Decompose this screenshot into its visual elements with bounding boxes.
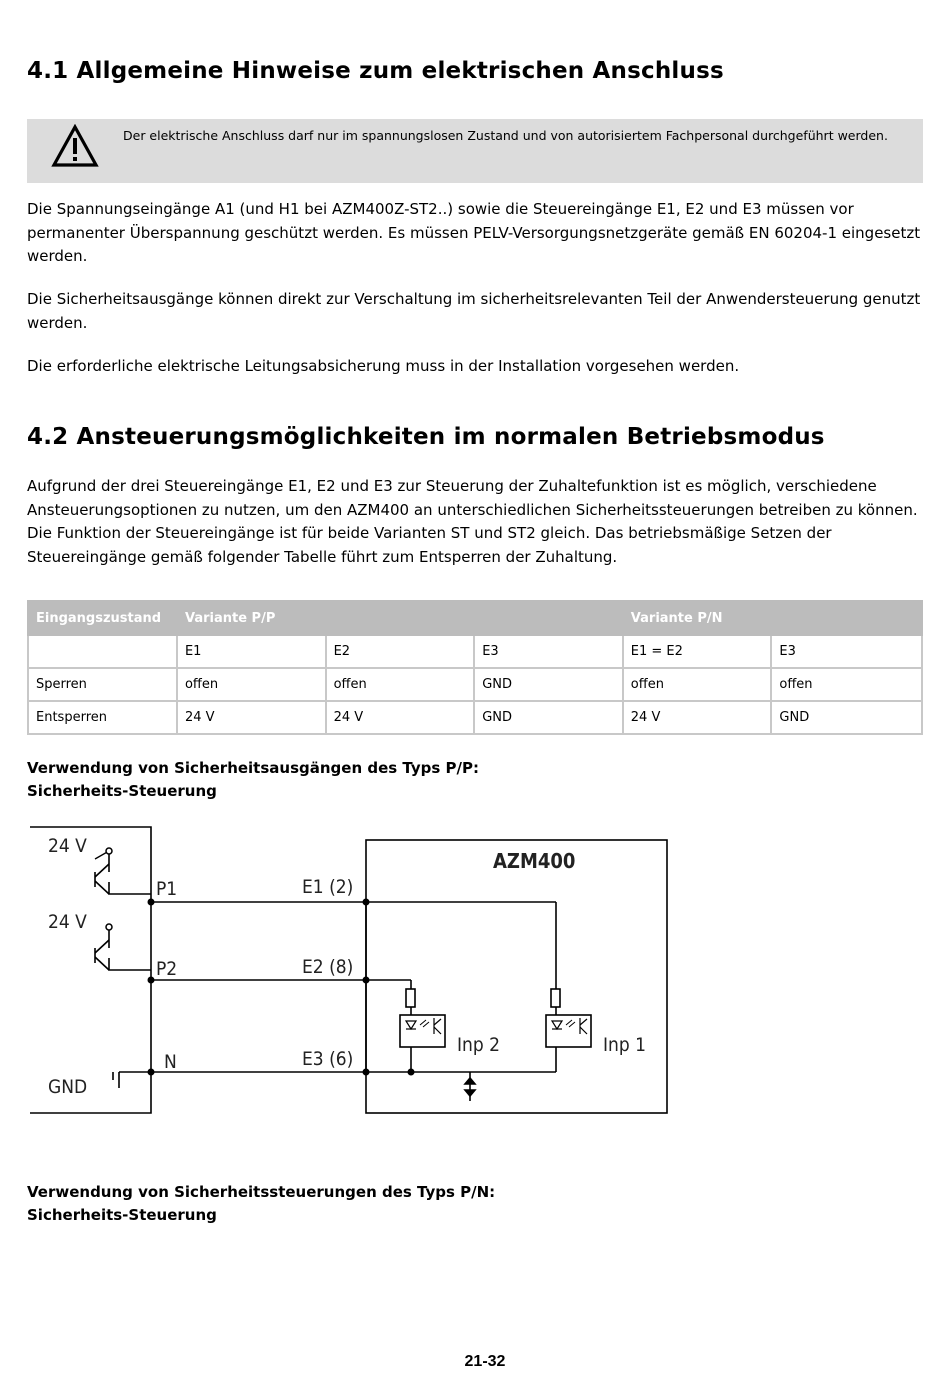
- inp2-label: Inp 2: [457, 1034, 501, 1056]
- table-header-cell: Variante P/N: [623, 601, 922, 635]
- table-cell: 24 V: [177, 701, 326, 734]
- table-cell: offen: [623, 668, 772, 701]
- control-input-table: [27, 600, 923, 735]
- e3-label: E3 (6): [302, 1048, 354, 1070]
- warning-text: Der elektrische Anschluss darf nur im spannungslosen Zustand und von autorisiertem Fachpersonal durchgeführt werden.: [123, 128, 888, 143]
- wiring-diagram-pp: [27, 820, 672, 1120]
- section-title-4-1: 4.1 Allgemeine Hinweise zum elektrischen Anschluss: [27, 58, 724, 84]
- table-cell: offen: [771, 668, 922, 701]
- warning-triangle-icon: [51, 124, 99, 168]
- section-title-4-2: 4.2 Ansteuerungsmöglichkeiten im normalen Betriebsmodus: [27, 424, 825, 450]
- table-cell: GND: [771, 701, 922, 734]
- table-header-cell: Eingangszustand: [28, 601, 177, 635]
- table-cell: E1 = E2: [623, 635, 772, 668]
- table-row: [28, 701, 922, 734]
- e1-label: E1 (2): [302, 876, 354, 898]
- table-cell: 24 V: [326, 701, 475, 734]
- table-cell: [28, 635, 177, 668]
- table-cell: GND: [474, 701, 623, 734]
- table-cell: offen: [177, 668, 326, 701]
- table-cell: offen: [326, 668, 475, 701]
- table-cell: Entsperren: [28, 701, 177, 734]
- table-row: [28, 668, 922, 701]
- table-cell: E3: [474, 635, 623, 668]
- pp-section-subtitle: Sicherheits-Steuerung: [27, 782, 217, 800]
- gnd-label: GND: [48, 1076, 88, 1098]
- table-cell: E3: [771, 635, 922, 668]
- device-label: AZM400: [493, 849, 576, 873]
- warning-box: [27, 119, 923, 183]
- paragraph-control-inputs: Aufgrund der drei Steuereingänge E1, E2 und E3 zur Steuerung der Zuhaltefunktion ist es möglich, verschiedene Ansteuerungsoptionen zu nutzen, um den AZM400 an unterschiedlichen Sicherheitssteuerungen betreiben zu können. Die Funktion der Steuereingänge ist für beide Varianten ST und ST2 gleich. Das betriebsmäßige Setzen der Steuereingänge gemäß folgender Tabelle führt zum Entsperren der Zuhaltung.: [27, 477, 918, 566]
- e2-label: E2 (8): [302, 956, 354, 978]
- paragraph-overvoltage: Die Spannungseingänge A1 (und H1 bei AZM400Z-ST2..) sowie die Steuereingänge E1, E2 und E3 müssen vor permanenter Überspannung geschützt werden. Es müssen PELV-Versorgungsnetzgeräte gemäß EN 60204-1 eingesetzt werden.: [27, 200, 921, 265]
- paragraph-line-protection: Die erforderliche elektrische Leitungsabsicherung muss in der Installation vorgesehen werden.: [27, 357, 740, 375]
- table-header-row: [28, 601, 922, 635]
- table-cell: Sperren: [28, 668, 177, 701]
- page-number: 21-32: [464, 1353, 506, 1370]
- p1-label: P1: [156, 878, 178, 900]
- table-subheader-row: [28, 635, 922, 668]
- table-cell: E2: [326, 635, 475, 668]
- paragraph-safety-outputs: Die Sicherheitsausgänge können direkt zur Verschaltung im sicherheitsrelevanten Teil der Anwendersteuerung genutzt werden.: [27, 290, 921, 332]
- n-label: N: [164, 1051, 177, 1073]
- p2-label: P2: [156, 958, 178, 980]
- supply-24v-label-2: 24 V: [48, 911, 87, 933]
- table-header-cell: Variante P/P: [177, 601, 623, 635]
- pn-section-subtitle: Sicherheits-Steuerung: [27, 1206, 217, 1224]
- inp1-label: Inp 1: [603, 1034, 647, 1056]
- table-cell: 24 V: [623, 701, 772, 734]
- supply-24v-label-1: 24 V: [48, 835, 87, 857]
- table-cell: GND: [474, 668, 623, 701]
- pp-section-title: Verwendung von Sicherheitsausgängen des Typs P/P:: [27, 759, 480, 777]
- pn-section-title: Verwendung von Sicherheitssteuerungen des Typs P/N:: [27, 1183, 496, 1201]
- table-cell: E1: [177, 635, 326, 668]
